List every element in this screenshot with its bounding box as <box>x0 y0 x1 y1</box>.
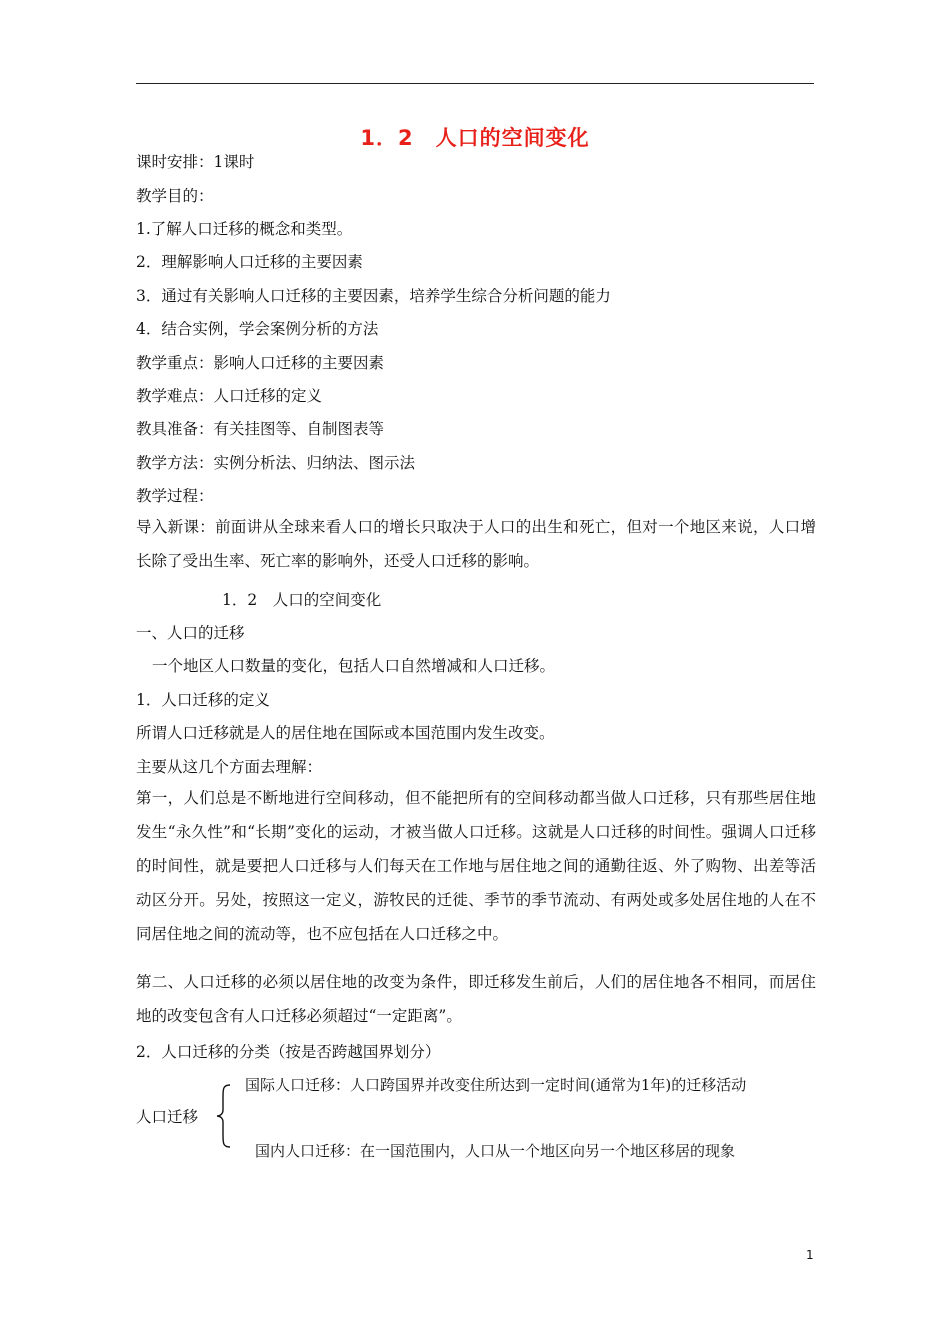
subsection-heading: 1．人口迁移的定义 <box>136 691 270 709</box>
goal-item: 2．理解影响人口迁移的主要因素 <box>136 253 363 271</box>
key-point-line: 教学重点：影响人口迁移的主要因素 <box>136 354 385 372</box>
classification-root: 人口迁移 <box>136 1108 199 1126</box>
goal-item: 1.了解人口迁移的概念和类型。 <box>136 220 353 238</box>
point-two-paragraph: 第二、人口迁移的必须以居住地的改变为条件，即迁移发生前后，人们的居住地各不相同，而居住地的改变包含有人口迁移必须超过“一定距离”。 <box>136 973 816 1025</box>
page-number: 1 <box>806 1248 814 1262</box>
section-heading: 一、人口的迁移 <box>136 624 245 642</box>
curly-brace-icon <box>214 1083 234 1149</box>
difficulty-line: 教学难点：人口迁移的定义 <box>136 387 323 405</box>
subsection-heading: 2．人口迁移的分类（按是否跨越国界划分） <box>136 1043 441 1061</box>
materials-line: 教具准备：有关挂图等、自制图表等 <box>136 420 385 438</box>
goal-item: 3．通过有关影响人口迁移的主要因素，培养学生综合分析问题的能力 <box>136 287 611 305</box>
process-heading: 教学过程： <box>136 487 214 505</box>
methods-line: 教学方法：实例分析法、归纳法、图示法 <box>136 454 416 472</box>
classification-international: 国际人口迁移：人口跨国界并改变住所达到一定时间(通常为1年)的迁移活动 <box>245 1076 747 1094</box>
page-title: 1．2 人口的空间变化 <box>360 126 590 150</box>
schedule-line: 课时安排：1课时 <box>136 153 255 171</box>
aspects-heading: 主要从这几个方面去理解： <box>136 758 323 776</box>
section-lead: 一个地区人口数量的变化，包括人口自然增减和人口迁移。 <box>152 657 556 675</box>
classification-domestic: 国内人口迁移：在一国范围内，人口从一个地区向另一个地区移居的现象 <box>255 1142 736 1160</box>
goals-heading: 教学目的： <box>136 187 214 205</box>
point-one-paragraph: 第一，人们总是不断地进行空间移动，但不能把所有的空间移动都当做人口迁移，只有那些居住地发生“永久性”和“长期”变化的运动，才被当做人口迁移。这就是人口迁移的时间性。强调人口迁移的时间性，就是要把人口迁移与人们每天在工作地与居住地之间的通勤往返、外了购物、出差等活动区分开。另处，按照这一定义，游牧民的迁徙、季节的季节流动、有两处或多处居住地的人在不同居住地之间的流动等，也不应包括在人口迁移之中。 <box>136 789 816 943</box>
definition-line: 所谓人口迁移就是人的居住地在国际或本国范围内发生改变。 <box>136 724 555 742</box>
header-rule <box>136 83 814 84</box>
intro-paragraph: 导入新课：前面讲从全球来看人口的增长只取决于人口的出生和死亡，但对一个地区来说，人口增长除了受出生率、死亡率的影响外，还受人口迁移的影响。 <box>136 518 816 570</box>
goal-item: 4．结合实例，学会案例分析的方法 <box>136 320 379 338</box>
section-title: 1．2 人口的空间变化 <box>222 591 382 609</box>
